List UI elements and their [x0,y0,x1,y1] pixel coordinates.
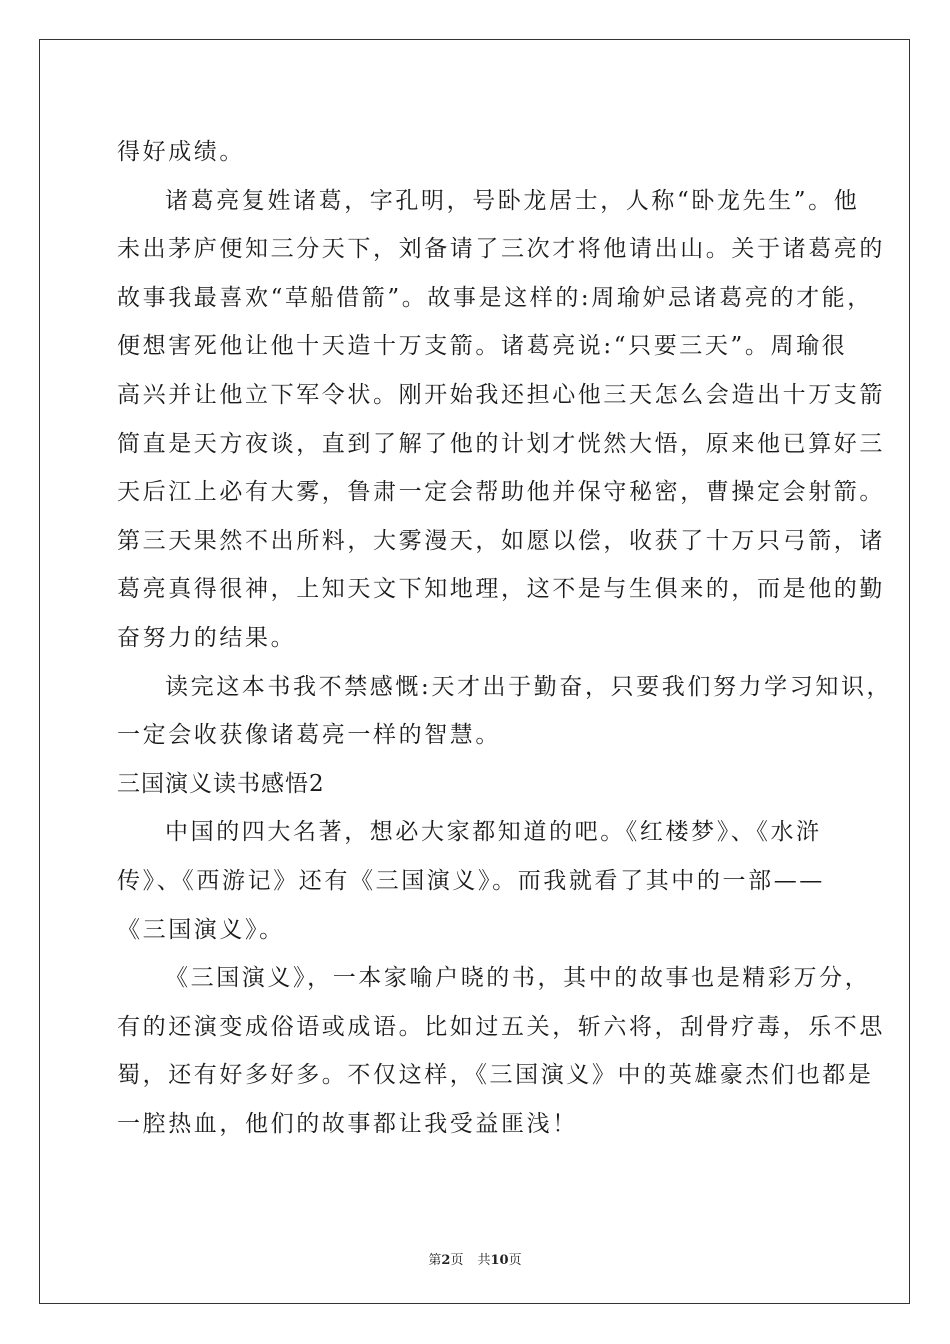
text-line: 读完这本书我不禁感慨:天才出于勤奋，只要我们努力学习知识， [165,673,893,700]
text-line: 简直是天方夜谈，直到了解了他的计划才恍然大悟，原来他已算好三 [117,430,885,457]
text-line: 传》、《西游记》还有《三国演义》。而我就看了其中的一部—— [117,867,825,894]
text-line: 葛亮真得很神，上知天文下知地理，这不是与生俱来的，而是他的勤 [117,576,885,603]
page-suffix: 页 [450,1253,464,1268]
text-line: 得好成绩。 [117,139,245,165]
page-footer [0,1249,950,1268]
text-line: 有的还演变成俗语或成语。比如过五关，斩六将，刮骨疗毒，乐不思 [117,1013,885,1040]
text-line: 高兴并让他立下军令状。刚开始我还担心他三天怎么会造出十万支箭 [117,381,885,408]
text-line: 《三国演义》。 [117,916,285,943]
text-line: 故事我最喜欢“草船借箭”。故事是这样的:周瑜妒忌诸葛亮的才能， [117,284,873,311]
text-line: 诸葛亮复姓诸葛，字孔明，号卧龙居士，人称“卧龙先生”。他 [165,187,860,214]
text-line: 第三天果然不出所料，大雾漫天，如愿以偿，收获了十万只弓箭，诸 [117,527,885,554]
total-prefix: 共 [477,1253,491,1268]
total-pages: 10 [490,1253,509,1268]
document-body [117,128,893,1148]
text-line: 一腔热血，他们的故事都让我受益匪浅！ [117,1110,578,1137]
total-suffix: 页 [508,1253,522,1268]
text-line: 天后江上必有大雾，鲁肃一定会帮助他并保守秘密，曹操定会射箭。 [117,479,885,506]
page-number: 2 [441,1253,451,1268]
text-line: 一定会收获像诸葛亮一样的智慧。 [117,722,501,749]
text-line: 《三国演义》，一本家喻户晓的书，其中的故事也是精彩万分， [165,965,871,992]
page-prefix: 第 [428,1253,442,1268]
text-line: 奋努力的结果。 [117,624,297,651]
text-line: 中国的四大名著，想必大家都知道的吧。《红楼梦》、《水浒 [165,819,822,846]
section-heading: 三国演义读书感悟2 [117,770,325,797]
text-line: 便想害死他让他十天造十万支箭。诸葛亮说:“只要三天”。周瑜很 [117,333,848,360]
text-line: 未出茅庐便知三分天下，刘备请了三次才将他请出山。关于诸葛亮的 [117,236,885,263]
text-line: 蜀，还有好多好多。不仅这样，《三国演义》中的英雄豪杰们也都是 [117,1062,874,1089]
